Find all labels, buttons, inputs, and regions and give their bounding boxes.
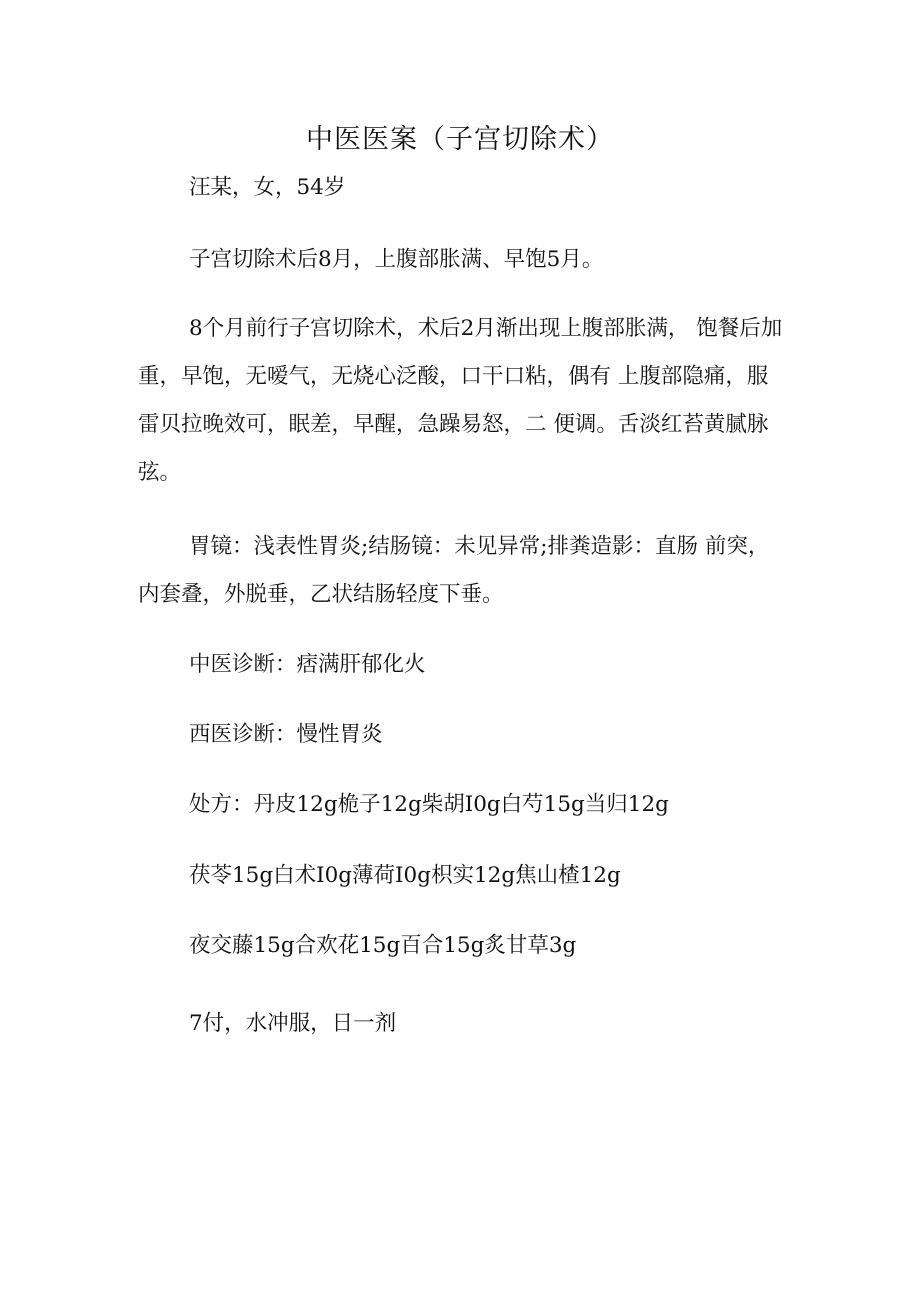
prescription-line: 处方：丹皮12g桅子12g柴胡I0g白芍15g当归12g (189, 792, 669, 817)
tcm-diagnosis: 中医诊断：痞满肝郁化火 (189, 652, 426, 677)
examination-results: 胃镜：浅表性胃炎;结肠镜：未见异常;排粪造影：直肠 前突，内套叠，外脱垂，乙状结肠轻度下垂。 (138, 534, 770, 607)
medical-history: 8个月前行子宫切除术，术后2月渐出现上腹部胀满， 饱餐后加重，早饱，无嗳气，无烧心泛酸，口干口粘，偶有 上腹部隐痛，服雷贝拉晚效可，眠差，早醒，急躁易怒，二 便调。舌淡红苔黄腻脉弦。 (138, 316, 783, 485)
patient-info: 汪某，女，54岁 (189, 175, 346, 200)
prescription-line: 夜交藤15g合欢花15g百合15g炙甘草3g (189, 933, 577, 958)
chief-complaint: 子宫切除术后8月，上腹部胀满、早饱5月。 (189, 247, 604, 272)
document-title: 中医医案（子宫切除术） (306, 124, 614, 155)
dosage-instructions: 7付，水冲服，日一剂 (189, 1011, 397, 1036)
western-diagnosis: 西医诊断：慢性胃炎 (189, 722, 383, 747)
prescription-line: 茯苓15g白术I0g薄荷I0g枳实12g焦山楂12g (189, 863, 621, 888)
